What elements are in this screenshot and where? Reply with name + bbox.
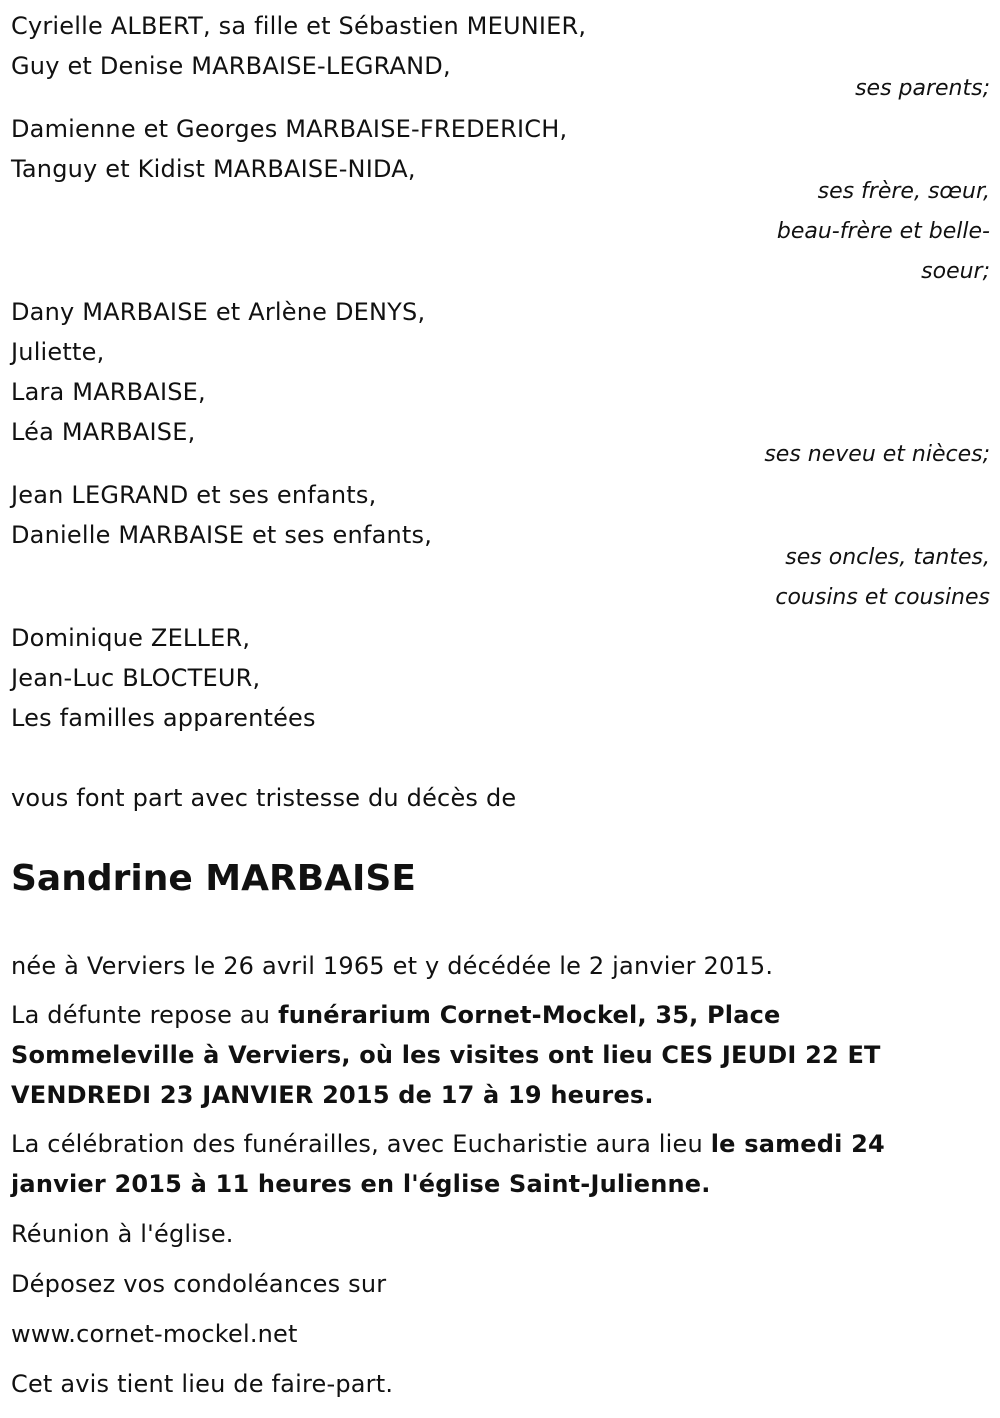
closing-text: Cet avis tient lieu de faire-part. <box>11 1370 394 1398</box>
family-line: Dominique ZELLER, <box>11 624 251 652</box>
family-line: Guy et Denise MARBAISE-LEGRAND, <box>11 52 451 80</box>
family-line: Les familles apparentées <box>11 704 316 732</box>
family-line: Léa MARBAISE, <box>11 418 196 446</box>
repose-details: funérarium Cornet-Mockel, 35, Place Sommeleville à Verviers, où les visites ont lieu CES JEUDI 22 ET VENDREDI 23 JANVIER 2015 de 17 à 19 heures. <box>11 1001 881 1109</box>
birth-death-text: née à Verviers le 26 avril 1965 et y décédée le 2 janvier 2015. <box>11 952 774 980</box>
repose-paragraph <box>11 995 971 1115</box>
relation-label: ses oncles, tantes, <box>785 545 990 570</box>
family-line: Damienne et Georges MARBAISE-FREDERICH, <box>11 115 568 143</box>
relation-label: ses frère, sœur, <box>817 179 990 204</box>
relation-label: ses neveu et nièces; <box>764 442 990 467</box>
relation-label: soeur; <box>921 259 990 284</box>
family-line: Jean LEGRAND et ses enfants, <box>11 481 377 509</box>
announcement-text: vous font part avec tristesse du décès de <box>11 784 517 812</box>
repose-prefix: La défunte repose au <box>11 1001 279 1029</box>
relation-label: cousins et cousines <box>775 585 990 610</box>
family-line: Jean-Luc BLOCTEUR, <box>11 664 261 692</box>
family-line: Tanguy et Kidist MARBAISE-NIDA, <box>11 155 416 183</box>
reunion-text: Réunion à l'église. <box>11 1220 234 1248</box>
website-text: www.cornet-mockel.net <box>11 1320 298 1348</box>
family-line: Danielle MARBAISE et ses enfants, <box>11 521 433 549</box>
condolences-text: Déposez vos condoléances sur <box>11 1270 387 1298</box>
celebration-paragraph <box>11 1124 971 1204</box>
deceased-name: Sandrine MARBAISE <box>11 858 416 899</box>
relation-label: beau-frère et belle- <box>776 219 990 244</box>
celebration-prefix: La célébration des funérailles, avec Eucharistie aura lieu <box>11 1130 711 1158</box>
celebration-details: le samedi 24 janvier 2015 à 11 heures en l'église Saint-Julienne. <box>11 1130 885 1198</box>
family-line: Lara MARBAISE, <box>11 378 206 406</box>
family-line: Juliette, <box>11 338 105 366</box>
family-line: Dany MARBAISE et Arlène DENYS, <box>11 298 426 326</box>
family-line: Cyrielle ALBERT, sa fille et Sébastien MEUNIER, <box>11 12 587 40</box>
relation-label: ses parents; <box>855 76 990 101</box>
